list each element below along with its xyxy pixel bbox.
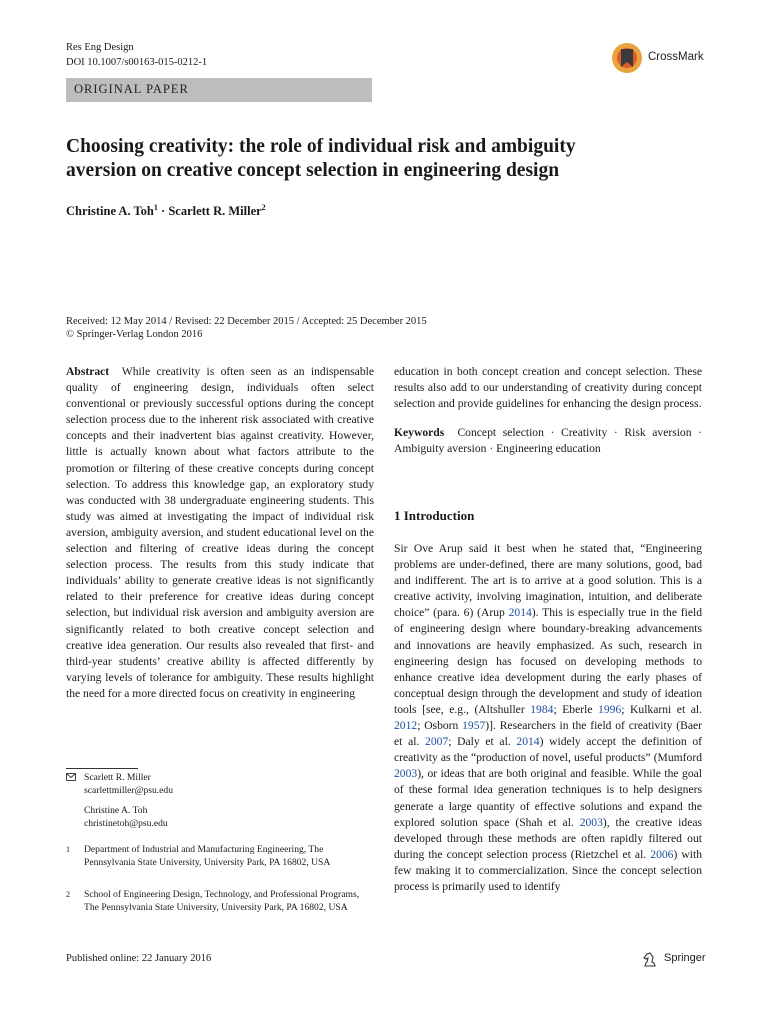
envelope-icon bbox=[66, 773, 76, 781]
abstract-label: Abstract bbox=[66, 365, 110, 378]
intro-text: ), the creative ideas developed through these methods are often rapidly filtered out during the concept selection process (Rietzchel et al. bbox=[394, 815, 702, 861]
journal-name: Res Eng Design bbox=[66, 42, 134, 53]
citation-link[interactable]: 2014 bbox=[508, 606, 532, 620]
section-heading-introduction: 1 Introduction bbox=[394, 508, 475, 523]
affiliation-2-number: 2 bbox=[66, 890, 70, 899]
author-separator: · bbox=[157, 204, 169, 219]
keywords bbox=[394, 425, 702, 457]
abstract-section bbox=[66, 364, 374, 702]
intro-text: ; Daly et al. bbox=[448, 735, 517, 749]
affiliation-1 bbox=[66, 843, 366, 883]
corresponding-name: Scarlett R. Miller bbox=[84, 772, 151, 783]
intro-text: ) widely accept the definition of creativity as the “production of novel, useful products” (Mumford bbox=[394, 735, 702, 765]
introduction-body bbox=[394, 541, 702, 895]
crossmark-label: CrossMark bbox=[648, 51, 704, 63]
title-line-1: Choosing creativity: the role of individual risk and ambiguity bbox=[66, 136, 576, 157]
citation-link[interactable]: 1984 bbox=[530, 702, 554, 716]
title-line-2: aversion on creative concept selection in engineering design bbox=[66, 160, 560, 181]
abstract-continuation-text: education in both concept creation and concept selection. These results also add to our understanding of creativity during concept selection and provide guidelines for enhancing the design process. bbox=[394, 365, 702, 411]
article-history bbox=[66, 315, 427, 341]
author-list bbox=[66, 203, 266, 219]
copyright: © Springer-Verlag London 2016 bbox=[66, 329, 203, 340]
article-type: ORIGINAL PAPER bbox=[74, 82, 189, 96]
chess-knight-icon bbox=[640, 951, 660, 967]
citation-link[interactable]: 2012 bbox=[394, 719, 418, 733]
intro-text: ; Eberle bbox=[553, 702, 599, 716]
author-toh[interactable]: Christine A. Toh bbox=[66, 204, 154, 219]
coauthor-email[interactable]: christinetoh@psu.edu bbox=[84, 818, 168, 829]
citation-link[interactable]: 1996 bbox=[598, 702, 622, 716]
published-date: Published online: 22 January 2016 bbox=[66, 953, 212, 964]
citation-link[interactable]: 2003 bbox=[394, 767, 418, 781]
keywords-label: Keywords bbox=[394, 426, 445, 440]
intro-text: ) with few making it to commercialization. Since the concept selection process is primarily used to identify bbox=[394, 847, 702, 893]
footnote-divider bbox=[66, 768, 138, 769]
paper-title bbox=[66, 135, 706, 183]
intro-text: Sir Ove Arup said it best when he stated that, “Engineering problems are under-defined, there are many solutions, good, bad and indifferent. The art is to arrive at a good solution. This is a creative activity, involving imagination, intuition, and deliberate choice” (para. 6) (Arup bbox=[394, 542, 702, 620]
intro-text: ). This is especially true in the field of engineering design where boundary-breaking advancements and innovations are heavily emphasized. As such, research in engineering design has focused on developing methods to enhance creative idea development during the early phases of conceptual design through the development and study of ideation tools [see, e.g., (Altshuller bbox=[394, 606, 702, 716]
crossmark-badge[interactable] bbox=[611, 40, 741, 76]
history-dates: Received: 12 May 2014 / Revised: 22 December 2015 / Accepted: 25 December 2015 bbox=[66, 316, 427, 327]
intro-text: )]. Researchers in the field of creativity (Baer et al. bbox=[394, 719, 702, 749]
affiliation-1-text: Department of Industrial and Manufacturing Engineering, The Pennsylvania State University, University Park, PA 16802, USA bbox=[84, 844, 331, 868]
author-miller-affiliation: 2 bbox=[261, 203, 266, 212]
affiliation-2-text: School of Engineering Design, Technology, and Professional Programs, The Pennsylvania State University, University Park, PA 16802, USA bbox=[84, 889, 360, 913]
citation-link[interactable]: 2003 bbox=[579, 815, 603, 829]
crossmark-icon bbox=[611, 40, 643, 76]
coauthor-contact bbox=[66, 804, 366, 834]
article-type-banner bbox=[66, 78, 372, 102]
citation-link[interactable]: 1957 bbox=[462, 719, 486, 733]
coauthor-name: Christine A. Toh bbox=[84, 805, 148, 816]
publisher-name: Springer bbox=[664, 952, 706, 964]
citation-link[interactable]: 2007 bbox=[425, 735, 449, 749]
abstract-text: While creativity is often seen as an indispensable quality of engineering design, individuals often select conventional or previously successful options during the concept selection process due to the inherent risk associated with creative concepts and their inadvertent bias against creativity. However, little is actually known about what factors attribute to the promotion or filtering of these creative concepts during concept selection. To address this knowledge gap, an exploratory study was conducted with 38 undergraduate engineering students. This study was aimed at investigating the impact of individual risk aversion, ambiguity aversion, and student educational level on the selection and filtering of creative ideas during the concept selection process. The results from this study indicate that individuals’ ability to generate creative ideas is not significantly related to their preference for creative ideas during concept selection, but individual risk aversion and ambiguity aversion are significantly related to both creative concept selection and creative idea generation. Our results also revealed that first- and third-year students’ creative ability is affected differently by varying levels of tolerance for ambiguity. These results highlight the need for a more directed focus on creativity in engineering bbox=[66, 365, 374, 700]
intro-text: ), or ideas that are both original and feasible. While the goal of these formal idea generation techniques is to help designers generate a large quantity of effective solutions and expand the explored solution space (Shah et al. bbox=[394, 767, 702, 829]
introduction-paragraph bbox=[394, 541, 702, 895]
doi[interactable]: DOI 10.1007/s00163-015-0212-1 bbox=[66, 57, 208, 68]
keywords-text: Concept selection · Creativity · Risk aversion · Ambiguity aversion · Engineering education bbox=[394, 426, 702, 456]
abstract-continuation bbox=[394, 364, 702, 457]
affiliation-2 bbox=[66, 888, 366, 928]
author-toh-affiliation: 1 bbox=[153, 203, 158, 212]
intro-text: ; Osborn bbox=[417, 719, 463, 733]
citation-link[interactable]: 2014 bbox=[516, 735, 540, 749]
citation-link[interactable]: 2006 bbox=[650, 847, 674, 861]
author-miller[interactable]: Scarlett R. Miller bbox=[168, 204, 262, 219]
corresponding-author bbox=[66, 771, 366, 801]
intro-text: ; Kulkarni et al. bbox=[621, 702, 702, 716]
corresponding-email[interactable]: scarlettmiller@psu.edu bbox=[84, 785, 174, 796]
affiliation-1-number: 1 bbox=[66, 845, 70, 854]
